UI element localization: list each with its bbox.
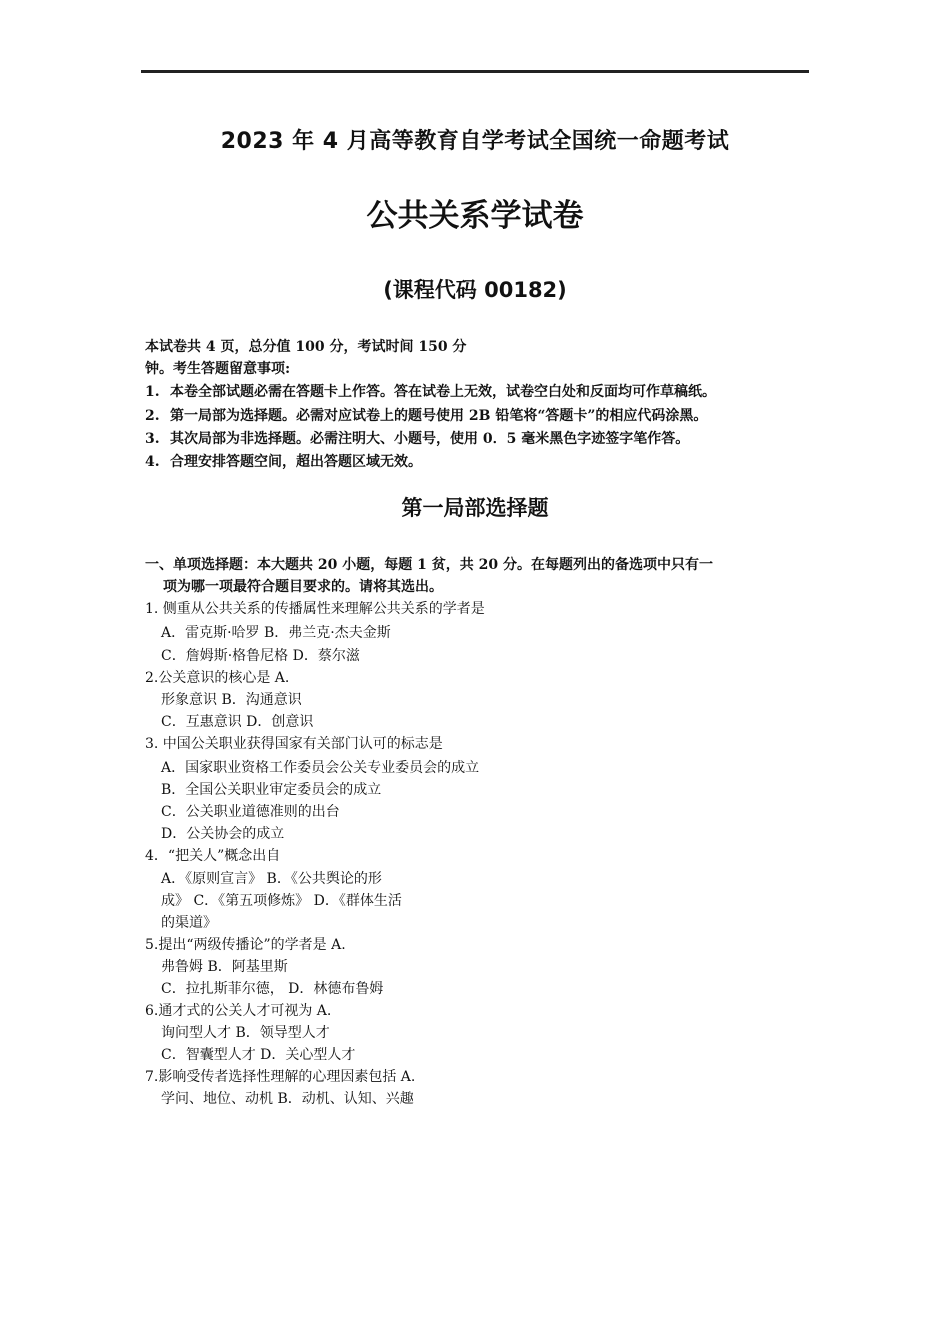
paper-title: 公共关系学试卷 — [366, 198, 584, 234]
section-intro: 项为哪一项最符合题目要求的。请将其选出。 — [163, 579, 443, 595]
section-intro: 一、单项选择题：本大题共 20 小题，每题 1 贫，共 20 分。在每题列出的备选项中只有一 — [145, 557, 713, 573]
question-stem: 5.提出“两级传播论”的学者是 A. — [145, 937, 346, 953]
instruction-item: 其次局部为非选择题。必需注明大、小题号，使用 0．5 毫米黑色字迹签字笔作答。 — [170, 431, 690, 447]
question-options: C．詹姆斯·格鲁尼格 D．蔡尔滋 — [161, 648, 360, 664]
exam-title: 2023 年 4 月高等教育自学考试全国统一命题考试 — [220, 129, 730, 154]
instruction-number: 4. — [145, 454, 160, 470]
instructions-line: 本试卷共 4 页，总分值 100 分，考试时间 150 分 — [145, 339, 467, 355]
section-title: 第一局部选择题 — [401, 496, 549, 520]
question-options: 弗鲁姆 B．阿基里斯 — [161, 959, 288, 975]
question-options: 学问、地位、动机 B．动机、认知、兴趣 — [161, 1091, 414, 1107]
instruction-item: 本卷全部试题必需在答题卡上作答。答在试卷上无效，试卷空白处和反面均可作草稿纸。 — [170, 384, 716, 400]
instruction-item: 合理安排答题空间，超出答题区域无效。 — [170, 454, 422, 470]
question-options: 形象意识 B．沟通意识 — [161, 692, 302, 708]
question-options: A．雷克斯·哈罗 B．弗兰克·杰夫金斯 — [161, 625, 391, 641]
question-stem: 1. 侧重从公共关系的传播属性来理解公共关系的学者是 — [145, 601, 485, 617]
instruction-number: 2. — [145, 408, 160, 424]
question-options: 询问型人才 B．领导型人才 — [161, 1025, 330, 1041]
question-options: 的渠道》 — [161, 915, 217, 931]
question-stem: 7.影响受传者选择性理解的心理因素包括 A. — [145, 1069, 416, 1085]
instruction-item: 第一局部为选择题。必需对应试卷上的题号使用 2B 铅笔将“答题卡”的相应代码涂黑。 — [170, 408, 708, 424]
course-code: (课程代码 00182) — [383, 278, 567, 302]
question-options: C．公关职业道德准则的出台 — [161, 804, 340, 820]
top-rule — [141, 70, 809, 73]
question-options: 成》 C．《第五项修炼》 D．《群体生活 — [161, 893, 402, 909]
instructions-line: 钟。考生答题留意事项: — [145, 361, 291, 377]
question-options: C．智囊型人才 D．关心型人才 — [161, 1047, 356, 1063]
question-options: C．互惠意识 D．创意识 — [161, 714, 314, 730]
question-stem: 3. 中国公关职业获得国家有关部门认可的标志是 — [145, 736, 443, 752]
question-stem: 2.公关意识的核心是 A. — [145, 670, 290, 686]
question-options: C．拉扎斯菲尔德， D．林德布鲁姆 — [161, 981, 384, 997]
question-stem: 6.通才式的公关人才可视为 A. — [145, 1003, 332, 1019]
instruction-number: 1. — [145, 384, 160, 400]
question-stem: 4．“把关人”概念出自 — [145, 848, 281, 864]
question-options: D．公关协会的成立 — [161, 826, 285, 842]
question-options: B．全国公关职业审定委员会的成立 — [161, 782, 382, 798]
question-options: A．国家职业资格工作委员会公关专业委员会的成立 — [161, 760, 480, 776]
instruction-number: 3. — [145, 431, 160, 447]
question-options: A．《原则宣言》 B．《公共舆论的形 — [161, 871, 382, 887]
